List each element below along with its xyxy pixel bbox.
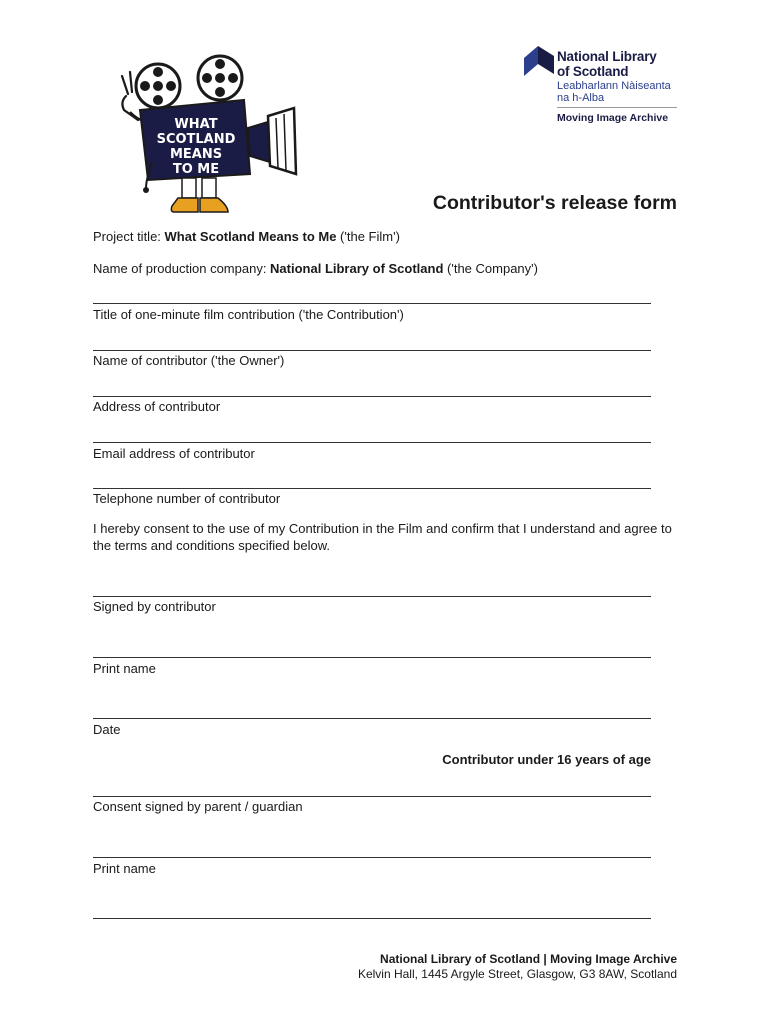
contributor-name-line[interactable] <box>93 350 651 351</box>
company-value: National Library of Scotland <box>270 261 444 276</box>
film-title-label: Title of one-minute film contribution ('the Contribution') <box>93 307 404 322</box>
print-name-line[interactable] <box>93 657 651 658</box>
footer-organisation: National Library of Scotland | Moving Image Archive <box>380 952 677 966</box>
form-title: Contributor's release form <box>432 192 677 214</box>
footer-address: Kelvin Hall, 1445 Argyle Street, Glasgow, G3 8AW, Scotland <box>357 967 677 981</box>
logo-name-line1: National Library <box>557 49 657 64</box>
guardian-extra-line[interactable] <box>93 918 651 919</box>
company-suffix: ('the Company') <box>443 261 538 276</box>
date-label: Date <box>93 722 121 737</box>
consent-paragraph: I hereby consent to the use of my Contribution in the Film and confirm that I understand and agree to the terms and conditions specified below. <box>93 521 672 553</box>
telephone-line[interactable] <box>93 488 651 489</box>
project-title-label: Project title: <box>93 229 165 244</box>
film-title-line[interactable] <box>93 303 651 304</box>
email-label: Email address of contributor <box>93 446 255 461</box>
guardian-consent-label: Consent signed by parent / guardian <box>93 799 303 814</box>
print-name-label: Print name <box>93 661 156 676</box>
film-camera-mascot-icon <box>108 52 308 224</box>
date-line[interactable] <box>93 718 651 719</box>
signature-line[interactable] <box>93 596 651 597</box>
logo-gaelic-line2: na h-Alba <box>557 92 605 104</box>
logo-divider <box>557 107 677 108</box>
logo-name-line2: of Scotland <box>557 64 629 79</box>
address-line[interactable] <box>93 396 651 397</box>
project-title-value: What Scotland Means to Me <box>164 229 337 244</box>
nls-book-icon <box>522 44 556 78</box>
signed-by-label: Signed by contributor <box>93 599 216 614</box>
guardian-print-name-line[interactable] <box>93 857 651 858</box>
email-line[interactable] <box>93 442 651 443</box>
contributor-name-label: Name of contributor ('the Owner') <box>93 353 285 368</box>
mascot-text-line2: SCOTLAND <box>156 132 236 147</box>
mascot-text-line1: WHAT <box>174 117 218 132</box>
mascot-text-line4: TO ME <box>172 162 220 177</box>
telephone-label: Telephone number of contributor <box>93 491 281 506</box>
guardian-print-name-label: Print name <box>93 861 156 876</box>
guardian-signature-line[interactable] <box>93 796 651 797</box>
address-label: Address of contributor <box>93 399 221 414</box>
company-label: Name of production company: <box>93 261 271 276</box>
mascot-text-line3: MEANS <box>169 147 223 162</box>
under-16-heading: Contributor under 16 years of age <box>442 752 651 767</box>
logo-gaelic-line1: Leabharlann Nàiseanta <box>557 80 671 92</box>
project-title-line <box>93 229 400 244</box>
project-title-suffix: ('the Film') <box>336 229 400 244</box>
logo-archive-name: Moving Image Archive <box>557 112 669 124</box>
company-line <box>93 261 538 276</box>
